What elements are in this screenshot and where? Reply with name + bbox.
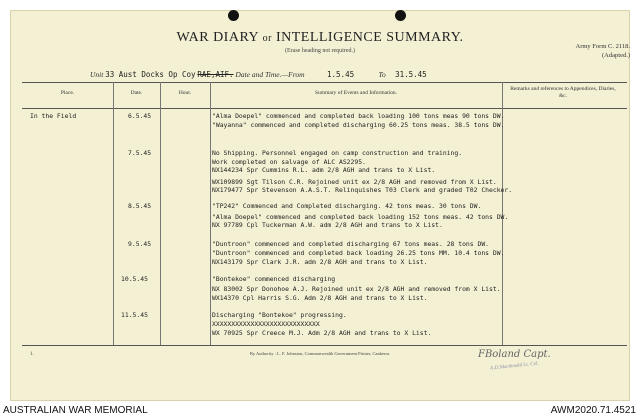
printer-imprint: By Authority : L. F. Johnston, Commonwealth Government Printer, Canberra. — [249, 351, 391, 356]
diary-entry: NX 97789 Cpl Tuckerman A.W. adm 2/8 AGH and trans to X List. — [212, 221, 443, 229]
erase-note: (Erase heading not required.) — [285, 48, 355, 54]
diary-entry: Work completed on salvage of ALC AS2295. — [212, 158, 366, 166]
unit-struck-text: RAE,AIF. — [197, 70, 234, 79]
memorial-caption: AUSTRALIAN WAR MEMORIAL — [3, 405, 148, 416]
diary-entry: "TP242" Commenced and Completed discharging. 42 tons meas. 30 tons DW. — [212, 202, 482, 210]
accession-number: AWM2020.71.4521 — [550, 405, 636, 416]
to-label: To — [378, 70, 386, 79]
form-number-label: Army Form C. 2118. — [575, 43, 630, 50]
column-header-remarks: Remarks and references to Appendices, Diaries, &c. — [510, 86, 616, 99]
officer-stamp: A.D.Macdonald Lt. Col. — [489, 361, 540, 372]
diary-entry: "Bontekoe" commenced discharging — [212, 275, 336, 283]
diary-entry: NX179477 Spr Stevenson A.A.S.T. Relinquishes T03 Clerk and graded T02 Checker. — [212, 186, 513, 194]
entry-date: 9.5.45 — [128, 240, 152, 248]
diary-entry: "Duntroon" commenced and completed back loading 26.25 tons MM. 10.4 tons DW. — [212, 249, 505, 257]
to-date: 31.5.45 — [395, 70, 427, 79]
unit-label: Unit — [90, 70, 104, 79]
diary-entry: NX 83002 Spr Donohoe A.J. Rejoined unit ex 2/8 AGH and removed from X List. — [212, 285, 501, 293]
diary-entry: No Shipping. Personnel engaged on camp construction and training. — [212, 149, 463, 157]
column-header-hour: Hour. — [178, 90, 192, 96]
signature: FBoland Capt. — [478, 349, 551, 360]
unit-value: 33 Aust Docks Op Coy — [105, 70, 196, 79]
entry-date: 7.5.45 — [128, 149, 152, 157]
column-header-summary: Summary of Events and Information. — [314, 90, 398, 96]
diary-entry: WX109899 Sgt Tilson C.R. Rejoined unit ex 2/8 AGH and removed from X List. — [212, 178, 497, 186]
diary-entry: Discharging "Bontekoe" progressing. — [212, 311, 347, 319]
form-number-note: (Adapted.) — [602, 52, 630, 59]
form-number — [576, 42, 630, 60]
unit-line — [90, 70, 427, 79]
entry-date: 11.5.45 — [121, 311, 148, 319]
form-title — [0, 30, 640, 46]
column-divider — [210, 82, 211, 345]
date-time-label: Date and Time.—From — [235, 70, 305, 79]
punch-hole-left — [228, 10, 239, 21]
title-intelligence-summary: INTELLIGENCE SUMMARY. — [275, 30, 464, 45]
punch-hole-right — [395, 10, 406, 21]
diary-entry: WX 70925 Spr Creece M.J. Adm 2/8 AGH and trans to X List. — [212, 329, 432, 337]
diary-entry: WX14370 Cpl Harris S.G. Adm 2/8 AGH and trans to X List. — [212, 294, 428, 302]
table-bottom-rule — [22, 345, 627, 346]
diary-entry: "Alma Doepel" commenced and completed back loading 152 tons meas. 42 tons DW. — [212, 213, 509, 221]
diary-entry: NX144234 Spr Cummins R.L. adm 2/8 AGH and trans to X List. — [212, 166, 436, 174]
diary-entry: "Wayanna" commenced and completed discharging 60.25 tons meas. 38.5 tons DW. — [212, 121, 505, 129]
diary-entry: "Duntroon" commenced and completed discharging 67 tons meas. 28 tons DW. — [212, 240, 490, 248]
diary-entry-struck: XXXXXXXXXXXXXXXXXXXXXXXXXXXX — [212, 320, 320, 328]
column-header-place: Place. — [60, 90, 75, 96]
title-or: or — [262, 33, 272, 44]
column-header-date: Date. — [130, 90, 143, 96]
from-date: 1.5.45 — [327, 70, 355, 79]
diary-entry: "Alma Doepel" commenced and completed back loading 100 tons meas 90 tons DW. — [212, 112, 505, 120]
column-divider — [160, 82, 161, 345]
entry-date: 8.5.45 — [128, 202, 152, 210]
title-war-diary: WAR DIARY — [176, 30, 259, 45]
column-divider — [113, 82, 114, 345]
entry-date: 10.5.45 — [121, 275, 148, 283]
entry-date: 6.5.45 — [128, 112, 152, 120]
page-number: 1. — [30, 352, 34, 357]
place-entry: In the Field — [30, 112, 77, 120]
diary-entry: NX143179 Spr Clark J.R. adm 2/8 AGH and trans to X List. — [212, 258, 428, 266]
